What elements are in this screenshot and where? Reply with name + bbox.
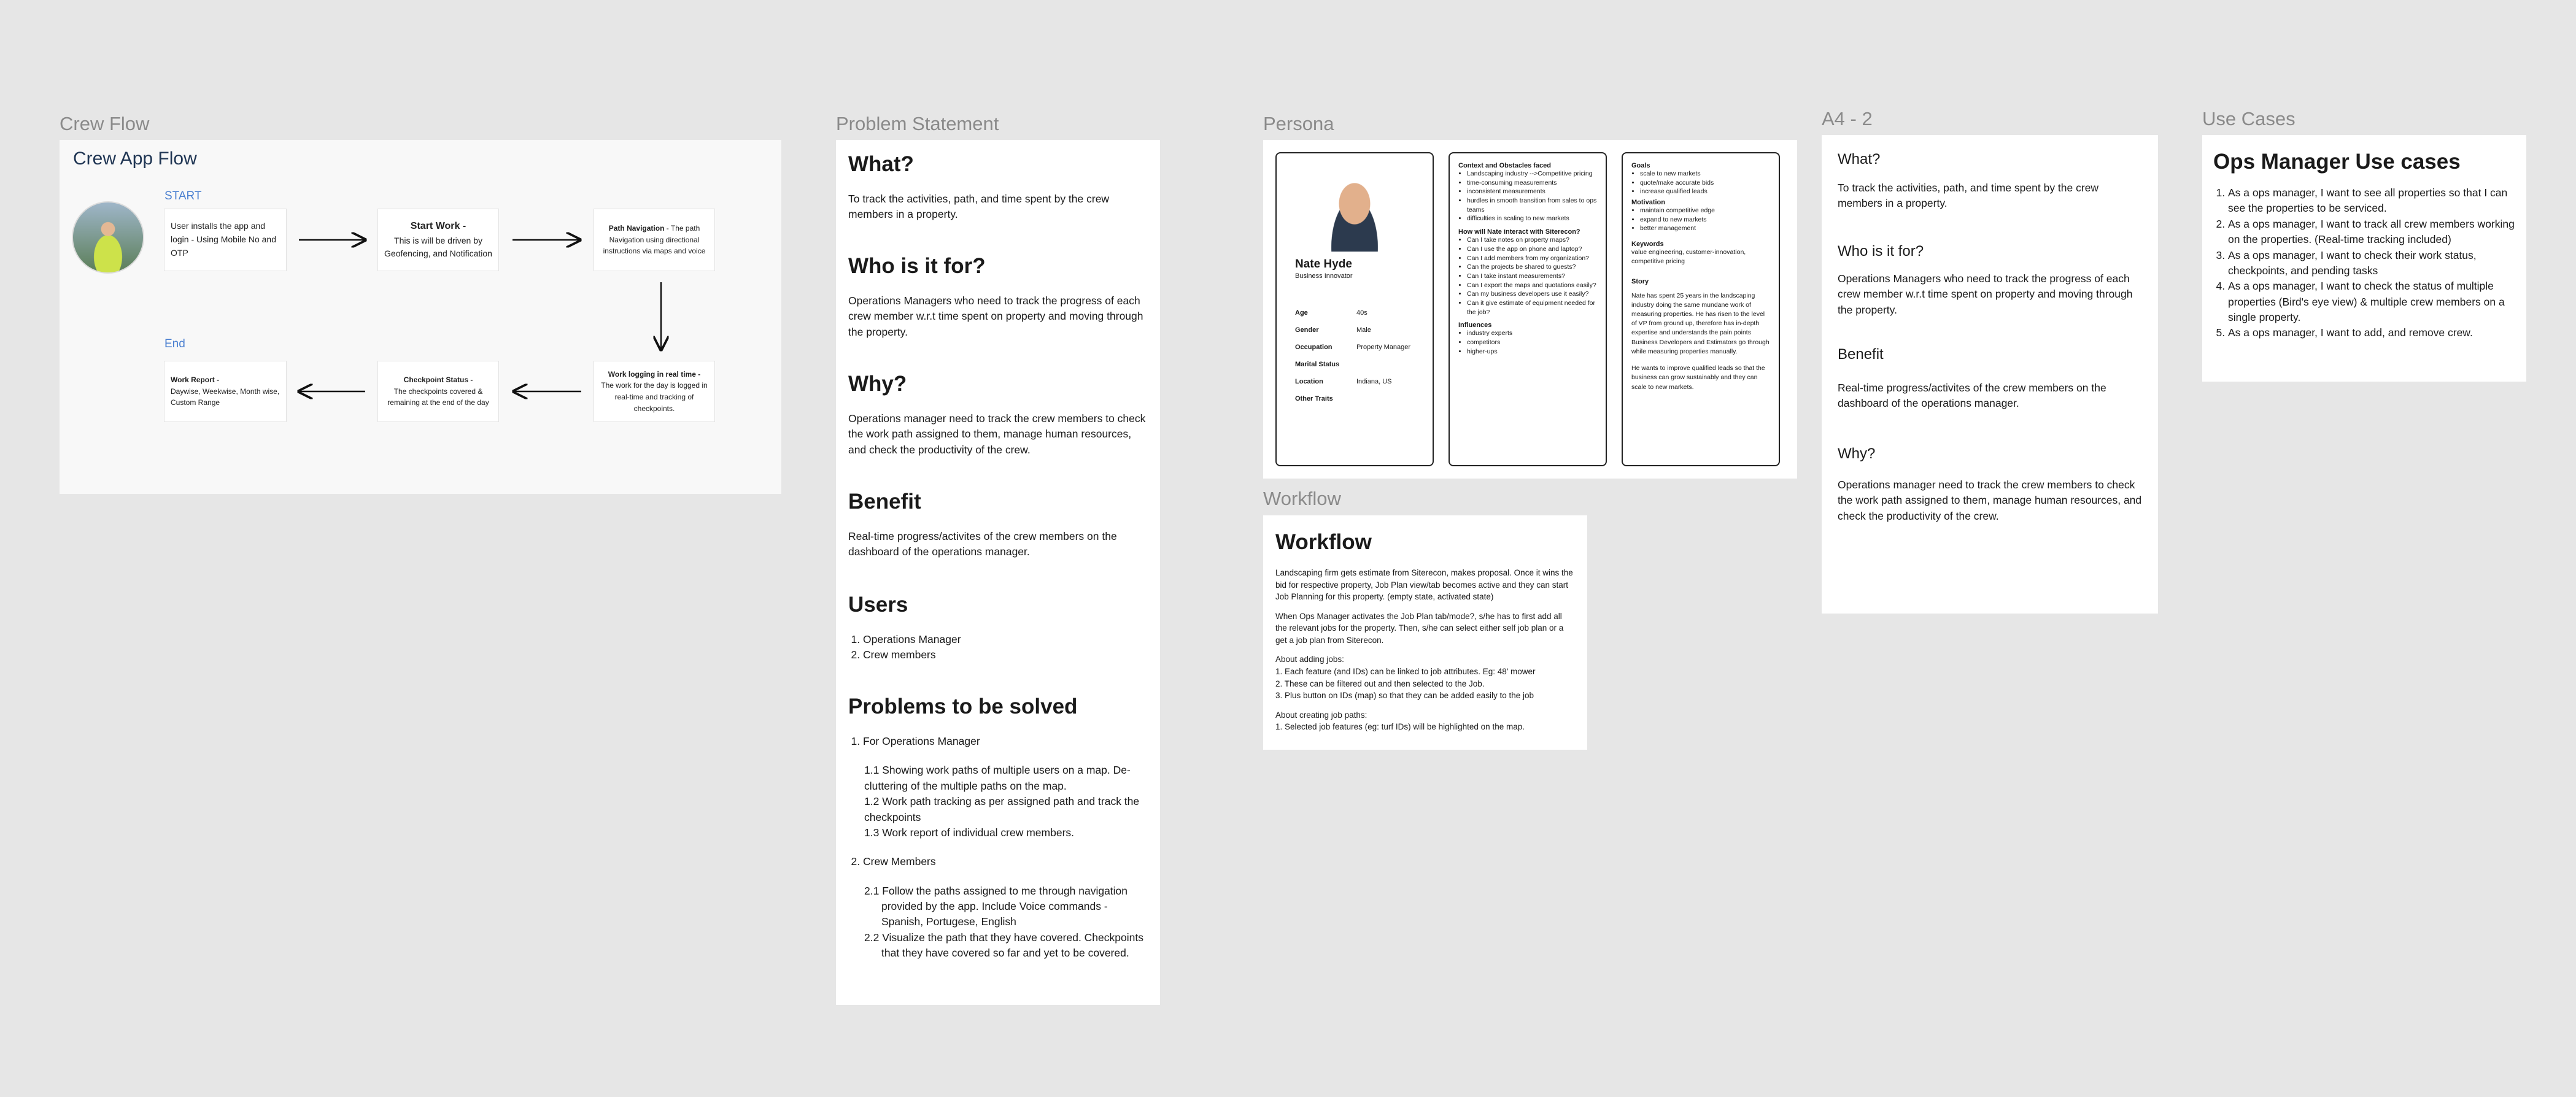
problem-statement-frame[interactable] [836, 140, 1160, 1005]
list-item: 2. Crew Members [863, 854, 1148, 869]
workflow-paragraph: 1. Selected job features (eg: turf IDs) will be highlighted on the map. [1275, 722, 1525, 732]
flow-step-checkpoint-status-title: Checkpoint Status - [403, 375, 473, 385]
what-heading: What? [848, 152, 914, 176]
list-item: • better management [1640, 224, 1770, 233]
workflow-paragraph: 2. These can be filtered out and then selected to the Job. [1275, 679, 1485, 688]
workflow-paragraph: When Ops Manager activates the Job Plan tab/mode?, s/he has to first add all the relevant jobs for the property. Then, s/he can select either self job plan or a get a job plan from Siterecon. [1275, 611, 1564, 645]
workflow-paragraph: 3. Plus button on IDs (map) so that they can be added easily to the job [1275, 691, 1534, 701]
keywords-text: value engineering, customer-innovation, competitive pricing [1631, 248, 1746, 266]
use-cases-title: Ops Manager Use cases [2213, 150, 2461, 174]
attr-row: Location Indiana, US [1295, 378, 1392, 385]
goals-list [1631, 169, 1770, 196]
attr-row: Gender Male [1295, 326, 1371, 334]
problem-1-1: 1.1 Showing work paths of multiple users on a map. De-cluttering of the multiple paths on the map. [864, 764, 1131, 792]
motivation-list [1631, 206, 1770, 233]
attr-row: Other Traits [1295, 395, 1333, 402]
list-item: • Can the projects be shared to guests? [1467, 263, 1597, 272]
context-heading: Context and Obstacles faced [1458, 162, 1551, 169]
list-item: • scale to new markets [1640, 169, 1770, 179]
list-item: 3. As a ops manager, I want to check their work status, checkpoints, and pending tasks [2228, 248, 2515, 279]
list-item: • higher-ups [1467, 347, 1597, 356]
frame-label-crew-flow[interactable]: Crew Flow [60, 113, 150, 134]
users-heading: Users [848, 593, 908, 617]
story-text-2: He wants to improve qualified leads so that the business can grow sustainably and they can scale to new markets. [1631, 364, 1765, 391]
flow-step-start-work-body: This is will be driven by Geofencing, and Notification [384, 235, 492, 259]
flow-step-path-navigation-body: - The path Navigation using directional instructions via maps and voice [603, 224, 706, 256]
list-item: 4. As a ops manager, I want to check the status of multiple properties (Bird's eye view) & multiple crew members on a single property. [2228, 279, 2515, 325]
flow-step-path-navigation-title: Path Navigation [608, 224, 665, 233]
persona-role: Business Innovator [1295, 272, 1353, 280]
benefit-text: Real-time progress/activites of the crew members on the dashboard of the operations manager. [848, 530, 1117, 558]
a4-why-text: Operations manager need to track the crew members to check the work path assigned to them, manage human resources, and check the productivity of the crew. [1838, 479, 2142, 522]
frame-label-use-cases[interactable]: Use Cases [2202, 108, 2296, 129]
persona-photo [1318, 172, 1391, 252]
list-item: • expand to new markets [1640, 215, 1770, 225]
use-cases-frame[interactable] [2202, 135, 2526, 382]
list-item: • Can it give estimate of equipment needed for the job? [1467, 299, 1597, 317]
persona-context-card[interactable] [1449, 152, 1607, 466]
list-item: • Can I take instant measurements? [1467, 272, 1597, 281]
list-item: 5. As a ops manager, I want to add, and remove crew. [2228, 325, 2515, 341]
list-item: 1. Operations Manager [863, 632, 1148, 647]
workflow-title: Workflow [1275, 530, 1372, 554]
frame-label-persona[interactable]: Persona [1263, 113, 1334, 134]
list-item: • time-consuming measurements [1467, 179, 1597, 188]
a4-benefit-heading: Benefit [1838, 346, 1884, 363]
list-item: 2. As a ops manager, I want to track all crew members working on the properties. (Real-time tracking included) [2228, 217, 2515, 248]
interact-list [1458, 236, 1597, 317]
why-heading: Why? [848, 372, 907, 396]
frame-label-a4-2[interactable]: A4 - 2 [1822, 108, 1873, 129]
why-text: Operations manager need to track the crew members to check the work path assigned to them, manage human resources, and check the productivity of the crew. [848, 412, 1146, 456]
a4-what-heading: What? [1838, 151, 1881, 167]
users-list [848, 632, 1148, 663]
problem-1-3: 1.3 Work report of individual crew members. [864, 826, 1075, 839]
flow-step-start-work-title: Start Work - [410, 220, 466, 231]
flow-step-work-logging-body: The work for the day is logged in real-time and tracking of checkpoints. [601, 381, 708, 413]
list-item: • industry experts [1467, 329, 1597, 338]
influences-heading: Influences [1458, 321, 1492, 329]
list-item: • quote/make accurate bids [1640, 179, 1770, 188]
a4-2-frame[interactable] [1822, 135, 2158, 614]
flow-arrows [60, 140, 781, 494]
flow-step-work-logging-title: Work logging in real time - [608, 369, 701, 379]
flow-step-work-report-body: Daywise, Weekwise, Month wise, Custom Range [171, 387, 280, 407]
workflow-paragraph: About adding jobs: [1275, 655, 1344, 664]
workflow-paragraph: Landscaping firm gets estimate from Siterecon, makes proposal. Once it wins the bid for respective property, Job Plan view/tab becomes active and they can start Job Planning for this property. (empty state, activated state) [1275, 568, 1573, 602]
problems-list-2 [848, 854, 1148, 869]
list-item: • Can I add members from my organization? [1467, 254, 1597, 263]
list-item: 1. As a ops manager, I want to see all properties so that I can see the properties to be serviced. [2228, 185, 2515, 217]
benefit-heading: Benefit [848, 490, 921, 514]
persona-frame[interactable] [1263, 140, 1797, 479]
use-cases-list [2213, 185, 2515, 341]
a4-why-heading: Why? [1838, 445, 1876, 462]
a4-benefit-text: Real-time progress/activites of the crew members on the dashboard of the operations manager. [1838, 382, 2106, 410]
crew-flow-title: Crew App Flow [73, 148, 197, 169]
problem-2-2: 2.2 Visualize the path that they have covered. Checkpoints that they have covered so far and yet to be covered. [864, 931, 1143, 960]
goals-heading: Goals [1631, 162, 1650, 169]
problem-1-2: 1.2 Work path tracking as per assigned path and track the checkpoints [864, 795, 1140, 823]
list-item: • Landscaping industry -->Competitive pricing [1467, 169, 1597, 179]
persona-profile-card[interactable] [1275, 152, 1434, 466]
list-item: • difficulties in scaling to new markets [1467, 214, 1597, 223]
flow-step-login-text: User installs the app and login - Using Mobile No and OTP [171, 221, 276, 258]
list-item: • increase qualified leads [1640, 187, 1770, 196]
story-text-1: Nate has spent 25 years in the landscaping industry doing the same mundane work of measuring properties. He has risen to the level of VP from ground up, therefore has in-depth expertise and understands the pain points Business Developers and Estimators go through while measuring properties manually. [1631, 291, 1770, 355]
problem-2-1: 2.1 Follow the paths assigned to me through navigation provided by the app. Include Voice commands - Spanish, Portugese, English [864, 884, 1128, 928]
motivation-heading: Motivation [1631, 199, 1665, 207]
a4-who-text: Operations Managers who need to track the progress of each crew member w.r.t time spent on property and moving through the property. [1838, 272, 2133, 316]
a4-what-text: To track the activities, path, and time spent by the crew members in a property. [1838, 182, 2099, 210]
end-label: End [164, 337, 185, 350]
frame-label-workflow[interactable]: Workflow [1263, 488, 1341, 509]
a4-who-heading: Who is it for? [1838, 243, 1924, 260]
list-item: • competitors [1467, 338, 1597, 347]
start-label: START [164, 190, 202, 202]
persona-name: Nate Hyde [1295, 258, 1352, 271]
list-item: 1. For Operations Manager [863, 734, 1148, 749]
list-item: • Can my business developers use it easily? [1467, 290, 1597, 299]
attr-row: Occupation Property Manager [1295, 344, 1411, 351]
workflow-paragraph: 1. Each feature (and IDs) can be linked to job attributes. Eg: 48' mower [1275, 666, 1536, 676]
attr-row: Marital Status [1295, 361, 1340, 368]
problems-heading: Problems to be solved [848, 695, 1078, 718]
workflow-paragraph: About creating job paths: [1275, 710, 1367, 720]
list-item: • Can I use the app on phone and laptop? [1467, 245, 1597, 254]
frame-label-problem-statement[interactable]: Problem Statement [836, 113, 999, 134]
crew-flow-frame[interactable] [60, 140, 781, 494]
what-text: To track the activities, path, and time spent by the crew members in a property. [848, 193, 1110, 221]
context-list [1458, 169, 1597, 223]
attr-row: Age 40s [1295, 309, 1367, 317]
list-item: • hurdles in smooth transition from sales to ops teams [1467, 196, 1597, 214]
flow-step-work-report-title: Work Report - [171, 375, 220, 385]
list-item: 2. Crew members [863, 647, 1148, 663]
interact-heading: How will Nate interact with Siterecon? [1458, 228, 1580, 236]
list-item: • inconsistent measurements [1467, 187, 1597, 196]
workflow-frame[interactable] [1263, 515, 1587, 750]
persona-goals-card[interactable] [1622, 152, 1780, 466]
flow-step-checkpoint-status-body: The checkpoints covered & remaining at the end of the day [387, 387, 489, 407]
who-text: Operations Managers who need to track the progress of each crew member w.r.t time spent on property and moving through the property. [848, 294, 1143, 338]
influences-list [1458, 329, 1597, 356]
problems-list-1 [848, 734, 1148, 749]
list-item: • Can I export the maps and quotations easily? [1467, 281, 1597, 290]
story-heading: Story [1631, 277, 1649, 285]
list-item: • maintain competitive edge [1640, 206, 1770, 215]
who-heading: Who is it for? [848, 254, 986, 278]
keywords-heading: Keywords [1631, 241, 1664, 248]
list-item: • Can I take notes on property maps? [1467, 236, 1597, 245]
